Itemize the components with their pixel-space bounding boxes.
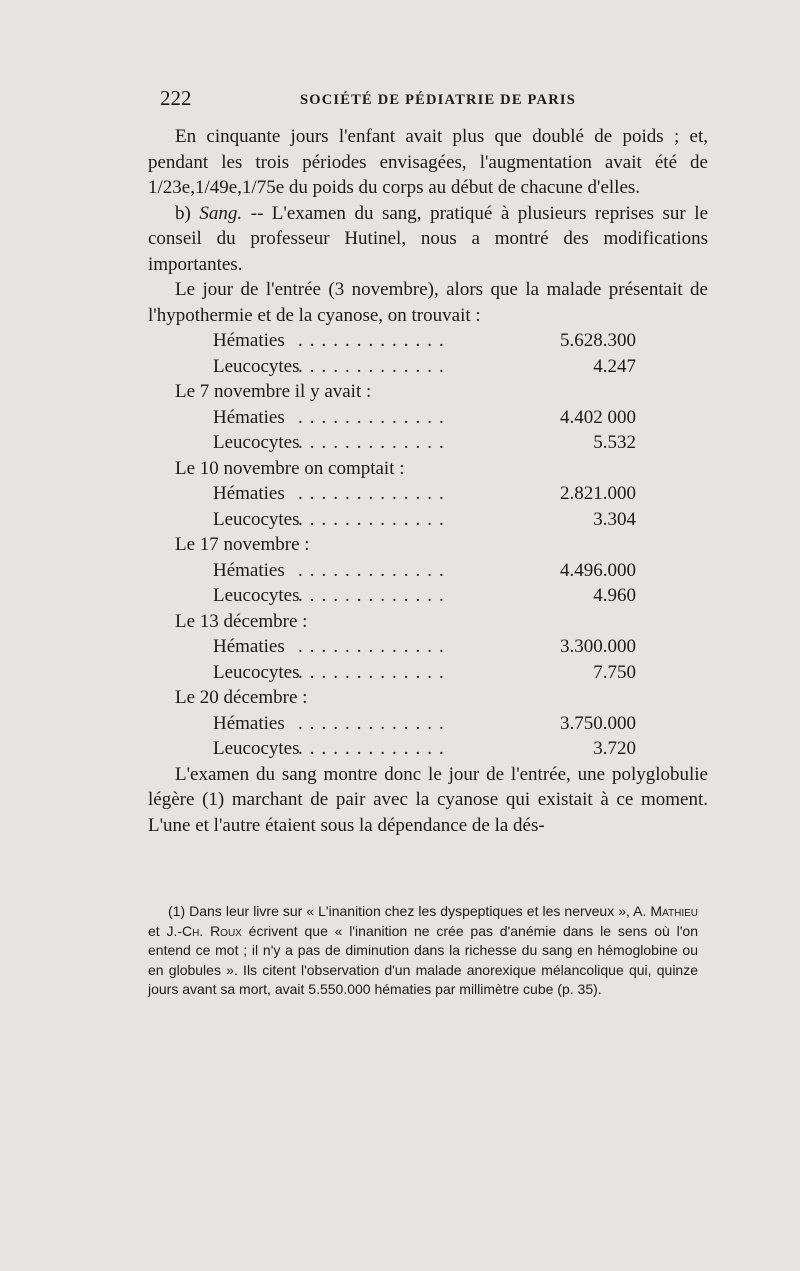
leader-dots: .............: [298, 636, 451, 657]
footnote-text: [148, 902, 698, 1000]
count-label: Leucocytes: [213, 508, 300, 530]
count-label: Leucocytes: [213, 432, 300, 453]
leader-dots: .............: [298, 406, 451, 428]
count-value: 5.532: [593, 432, 636, 453]
running-head: SOCIÉTÉ DE PÉDIATRIE DE PARIS: [300, 92, 576, 108]
count-date-line: Le 10 novembre on comptait :: [175, 457, 405, 479]
count-row: [148, 405, 708, 431]
footnote-part-1: (1) Dans leur livre sur « L'inanition chez les dyspeptiques et les nerveux », A.: [168, 903, 651, 919]
count-value: 2.821.000: [560, 483, 636, 504]
count-label: Hématies: [213, 406, 285, 428]
count-date-line: Le 17 novembre :: [175, 534, 310, 555]
count-label: Hématies: [213, 559, 285, 581]
count-value: 7.750: [593, 661, 636, 683]
count-value: 4.402 000: [560, 406, 636, 428]
count-label: Hématies: [213, 712, 285, 734]
count-value: 3.720: [593, 738, 636, 759]
footnote-part-2: et J.-: [148, 922, 183, 939]
count-value: 3.304: [593, 508, 636, 530]
paragraph-2-text: -- L'examen du sang, pratiqué à plusieurs reprises sur le conseil du professeur Hutinel, nous a montré des modifications importantes.: [148, 202, 709, 275]
leader-dots: .............: [298, 661, 451, 683]
paragraph-2: [148, 201, 708, 278]
paragraph-1: En cinquante jours l'enfant avait plus que doublé de poids ; et, pendant les trois périodes envisagées, l'augmentation avait été de 1/23e,1/49e,1/75e du poids du corps au début de chacune d'elles.: [148, 126, 708, 198]
count-row: [148, 736, 708, 762]
count-row: [148, 430, 708, 456]
page-header: [160, 86, 715, 116]
leader-dots: .............: [298, 559, 451, 581]
count-row: [148, 481, 708, 507]
leader-dots: .............: [298, 330, 451, 351]
count-value: 4.960: [593, 585, 636, 606]
count-label: Hématies: [213, 483, 285, 504]
count-value: 3.300.000: [560, 636, 636, 657]
paragraph-4: L'examen du sang montre donc le jour de l'entrée, une polyglobulie légère (1) marchant de pair avec la cyanose qui existait à ce moment. L'une et l'autre étaient sous la dépendance de la dés-: [148, 763, 708, 836]
page-number: 222: [160, 86, 192, 110]
count-value: 3.750.000: [560, 712, 636, 734]
count-date-line: Le 13 décembre :: [175, 610, 308, 632]
count-label: Hématies: [213, 330, 285, 351]
count-value: 4.496.000: [560, 559, 636, 581]
count-label: Hématies: [213, 636, 285, 657]
footnote-author-2: Ch. Roux: [182, 922, 242, 939]
count-value: 4.247: [593, 355, 636, 377]
paragraph-3: Le jour de l'entrée (3 novembre), alors que la malade présentait de l'hypothermie et de la cyanose, on trouvait :: [148, 279, 708, 326]
leader-dots: .............: [298, 432, 451, 453]
leader-dots: .............: [298, 355, 451, 377]
count-label: Leucocytes: [213, 738, 300, 759]
blood-count-table: [148, 328, 708, 762]
leader-dots: .............: [298, 483, 451, 504]
count-label: Leucocytes: [213, 661, 300, 683]
count-row: [148, 634, 708, 660]
section-title: Sang.: [199, 202, 243, 224]
count-row: [148, 507, 708, 533]
count-date-line: Le 7 novembre il y avait :: [175, 381, 372, 402]
footnote-part-3: écrivent que « l'inanition ne crée pas d'anémie dans le sens où l'on entend ce mot ; il n'y a pas de diminution dans la richesse du sang en hémoglobine ou en globules ». Ils citent l'observation d'un malade anorexique mélancolique qui, quinze jours avant sa mort, avait 5.550.000 hématies par millimètre cube (p. 35).: [148, 922, 698, 998]
body-text: [148, 124, 708, 838]
footnote-author-1: Mathieu: [650, 903, 698, 919]
count-row: [148, 328, 708, 354]
leader-dots: .............: [298, 738, 451, 759]
count-row: [148, 558, 708, 584]
count-label: Leucocytes: [213, 355, 300, 377]
count-row: [148, 660, 708, 686]
footnote: [148, 902, 698, 1000]
count-label: Leucocytes: [213, 585, 300, 606]
leader-dots: .............: [298, 585, 451, 606]
count-row: [148, 354, 708, 380]
count-row: [148, 711, 708, 737]
leader-dots: .............: [298, 712, 451, 734]
count-row: [148, 583, 708, 609]
count-value: 5.628.300: [560, 330, 636, 351]
count-date-line: Le 20 décembre :: [175, 687, 308, 708]
section-label: b): [175, 202, 191, 224]
leader-dots: .............: [298, 508, 451, 530]
